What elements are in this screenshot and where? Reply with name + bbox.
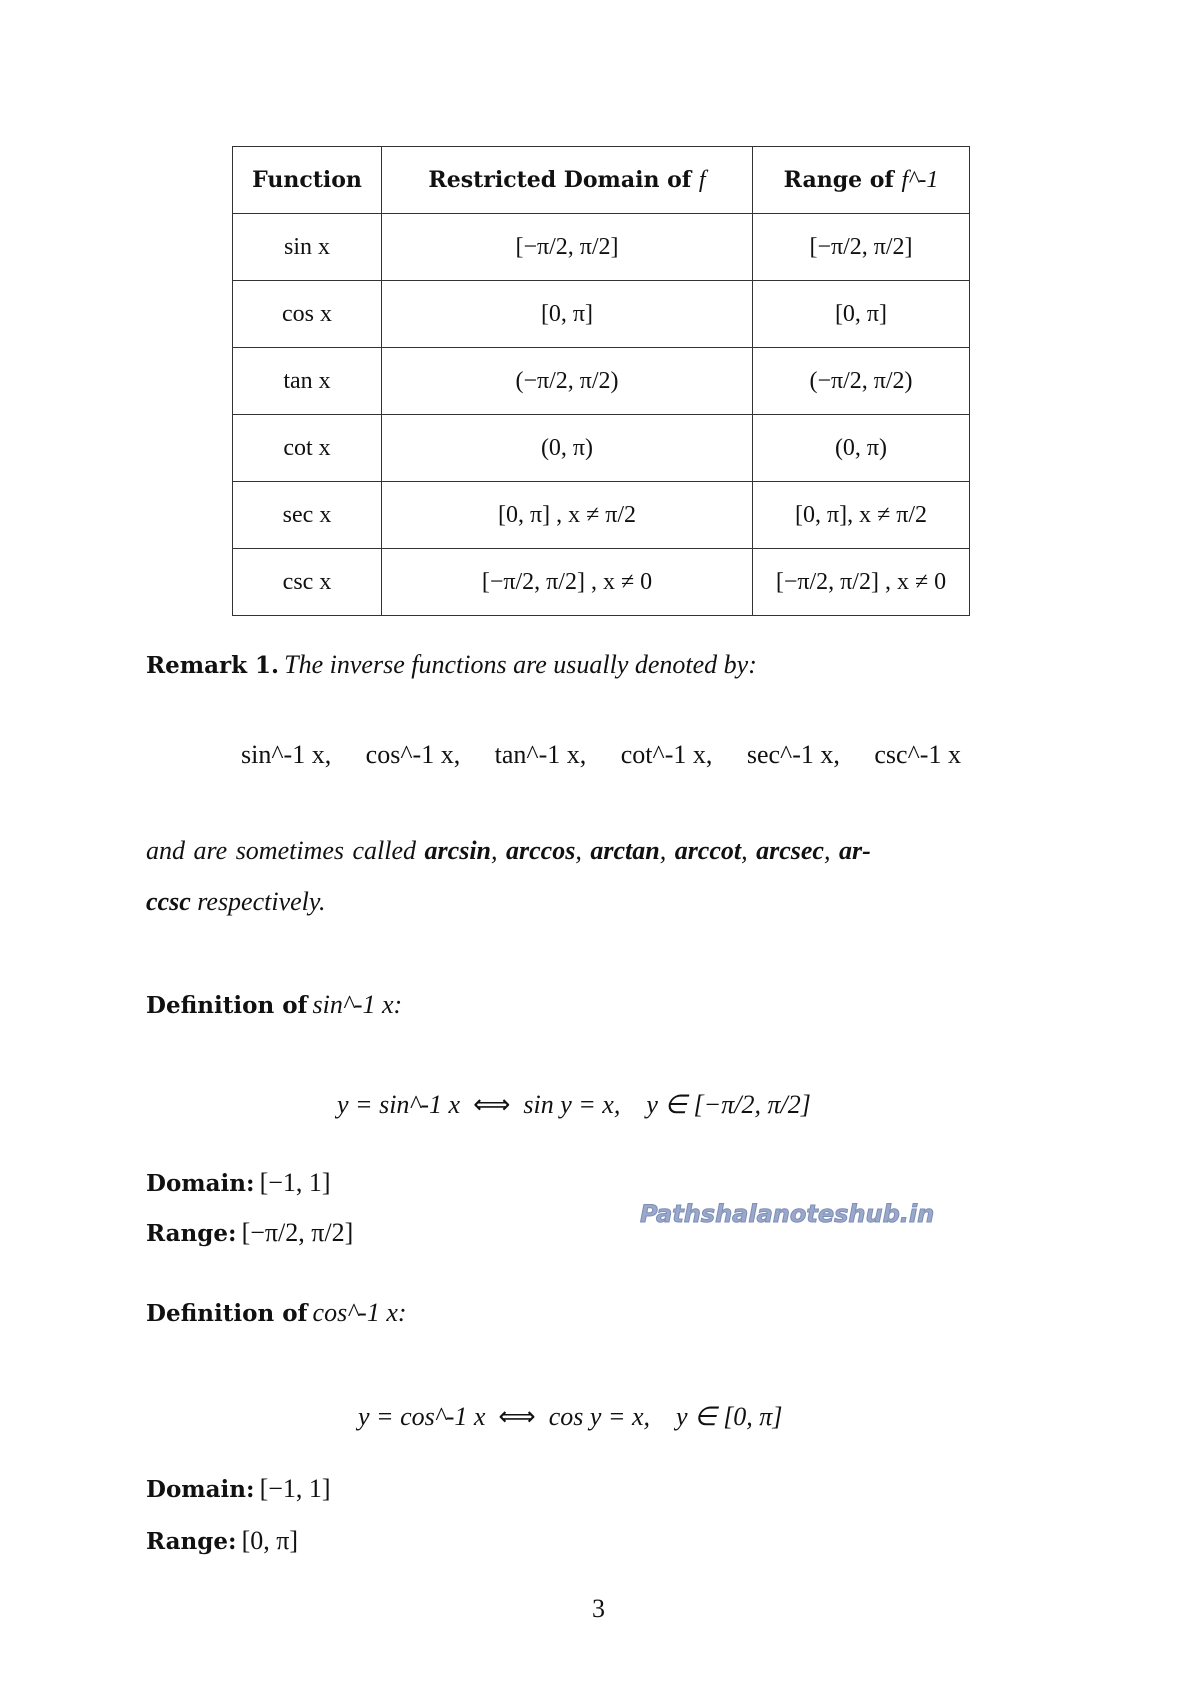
domain-value: [−1, 1] (259, 1474, 331, 1503)
inverse-function-item: cot^-1 x, (620, 740, 713, 769)
remark-text: The inverse functions are usually denoted by: (284, 650, 757, 679)
sin-heading-text: Definition of (146, 992, 308, 1019)
range-value: [−π/2, π/2] (241, 1218, 354, 1247)
sin-range (146, 1218, 353, 1248)
name-arccsc-b: ccsc (146, 887, 191, 916)
remark (146, 650, 757, 680)
range-value: [0, π] (241, 1526, 299, 1555)
inverse-function-item: csc^-1 x (874, 740, 961, 769)
cos-eq-right: y ∈ [0, π] (676, 1402, 783, 1431)
range-cell: [−π/2, π/2] (753, 214, 970, 281)
header-domain (382, 147, 753, 214)
watermark-logo: Pathshalanoteshub.in (640, 1200, 935, 1228)
range-cell: [0, π] (753, 281, 970, 348)
inverse-function-item: tan^-1 x, (494, 740, 587, 769)
cos-equation (358, 1402, 782, 1432)
inverse-function-list (241, 740, 961, 770)
range-label: Range: (146, 1220, 237, 1247)
names-post: respectively. (197, 887, 326, 916)
domain-cell: [0, π] (382, 281, 753, 348)
iff-symbol: ⟺ (473, 1090, 511, 1119)
cos-eq-left: y = cos^-1 x (358, 1402, 486, 1431)
range-cell: (−π/2, π/2) (753, 348, 970, 415)
inverse-function-item: sin^-1 x, (241, 740, 332, 769)
inverse-trig-table (232, 146, 970, 616)
name-arccot: arccot (674, 836, 742, 865)
domain-label: Domain: (146, 1170, 255, 1197)
table-row (233, 281, 970, 348)
table-row (233, 415, 970, 482)
domain-cell: [0, π] , x ≠ π/2 (382, 482, 753, 549)
header-range-math: f^-1 (901, 166, 939, 193)
cos-heading-math: cos^-1 x: (312, 1298, 407, 1327)
name-arcsec: arcsec (756, 836, 824, 865)
sin-definition-heading (146, 990, 402, 1020)
function-cell: tan x (233, 348, 382, 415)
range-cell: [0, π], x ≠ π/2 (753, 482, 970, 549)
domain-cell: [−π/2, π/2] (382, 214, 753, 281)
cos-domain (146, 1474, 331, 1504)
names-paragraph-line2 (146, 887, 326, 917)
cos-range (146, 1526, 298, 1556)
range-cell: [−π/2, π/2] , x ≠ 0 (753, 549, 970, 616)
table-row (233, 214, 970, 281)
function-cell: sin x (233, 214, 382, 281)
header-function: Function (233, 147, 382, 214)
domain-label: Domain: (146, 1476, 255, 1503)
name-arctan: arctan (590, 836, 660, 865)
name-arccos: arccos (506, 836, 576, 865)
table-header-row (233, 147, 970, 214)
name-arcsin: arcsin (424, 836, 492, 865)
sin-eq-left: y = sin^-1 x (337, 1090, 461, 1119)
sin-eq-mid: sin y = x, (523, 1090, 621, 1119)
sin-eq-right: y ∈ [−π/2, π/2] (646, 1090, 811, 1119)
header-range (753, 147, 970, 214)
function-cell: csc x (233, 549, 382, 616)
function-cell: cos x (233, 281, 382, 348)
function-cell: cot x (233, 415, 382, 482)
inverse-function-item: sec^-1 x, (746, 740, 840, 769)
table-row (233, 549, 970, 616)
domain-cell: (−π/2, π/2) (382, 348, 753, 415)
name-arccsc-a: ar- (838, 836, 871, 865)
sin-domain (146, 1168, 331, 1198)
domain-cell: [−π/2, π/2] , x ≠ 0 (382, 549, 753, 616)
domain-value: [−1, 1] (259, 1168, 331, 1197)
domain-cell: (0, π) (382, 415, 753, 482)
sin-equation (337, 1090, 811, 1120)
header-range-label: Range of (783, 166, 894, 193)
cos-definition-heading (146, 1298, 407, 1328)
cos-heading-text: Definition of (146, 1300, 308, 1327)
function-cell: sec x (233, 482, 382, 549)
names-paragraph-line1: and are sometimes called arcsin, arccos, arctan, arccot, arcsec, ar- (146, 836, 871, 865)
page-number: 3 (592, 1594, 605, 1623)
header-domain-math: f (698, 166, 706, 193)
iff-symbol: ⟺ (498, 1402, 536, 1431)
names-pre: and are sometimes called (146, 836, 417, 865)
inverse-function-item: cos^-1 x, (365, 740, 461, 769)
cos-eq-mid: cos y = x, (548, 1402, 650, 1431)
table-row (233, 348, 970, 415)
remark-label: Remark 1. (146, 652, 280, 679)
header-domain-label: Restricted Domain of (428, 166, 692, 193)
range-cell: (0, π) (753, 415, 970, 482)
table-row (233, 482, 970, 549)
sin-heading-math: sin^-1 x: (312, 990, 403, 1019)
range-label: Range: (146, 1528, 237, 1555)
